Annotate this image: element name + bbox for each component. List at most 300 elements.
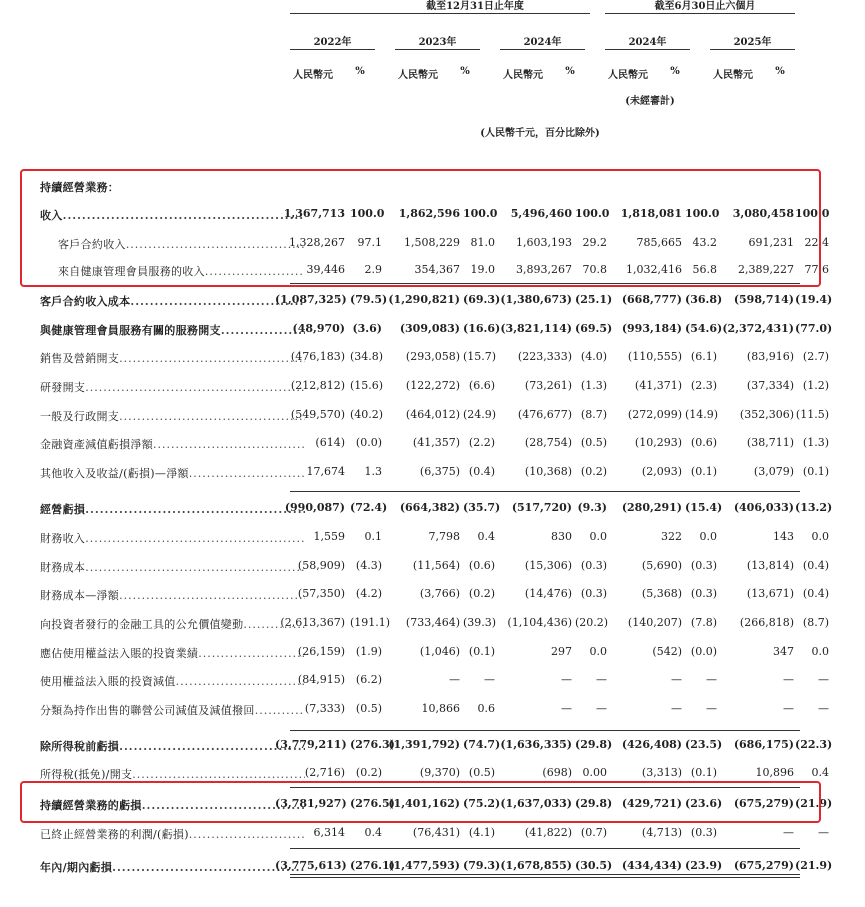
amount-cell: (41,357)	[412, 436, 460, 449]
percent-cell: (8.7)	[802, 616, 829, 629]
percent-cell: —	[706, 673, 717, 686]
amount-cell: 1,603,193	[516, 236, 572, 249]
rule-bottom-1	[290, 874, 800, 875]
percent-cell: (0.1)	[690, 465, 717, 478]
percent-cell: (35.7)	[463, 501, 501, 514]
amount-cell: 17,674	[306, 465, 345, 478]
percent-cell: —	[818, 673, 829, 686]
amount-cell: (140,207)	[627, 616, 682, 629]
row-selling-marketing	[30, 347, 829, 371]
percent-cell: (6.1)	[690, 350, 717, 363]
row-label: 經營虧損 .....	[40, 501, 305, 517]
unit-rmb-2022: 人民幣元	[293, 70, 333, 81]
amount-cell: (675,279)	[733, 797, 794, 810]
row-label: 財務成本 .....	[40, 559, 305, 575]
amount-cell: (10,293)	[634, 436, 682, 449]
percent-cell: 0.1	[364, 530, 382, 543]
row-label: 已終止經營業務的利潤/(虧損) .....	[40, 826, 305, 842]
percent-cell: 0.0	[589, 645, 607, 658]
percent-cell: 0.6	[477, 702, 495, 715]
amount-cell: (73,261)	[524, 379, 572, 392]
percent-cell: (1.3)	[802, 436, 829, 449]
percent-cell: (0.2)	[580, 465, 607, 478]
percent-cell: (19.4)	[795, 293, 833, 306]
amount-cell: 785,665	[636, 236, 682, 249]
row-label: 與健康管理會員服務有關的服務開支 .....	[40, 322, 305, 338]
amount-cell: (733,464)	[405, 616, 460, 629]
unit-rmb-2025-h1: 人民幣元	[713, 70, 753, 81]
percent-cell: (29.8)	[575, 797, 613, 810]
unit-pct-2024: %	[565, 66, 575, 77]
year-rule-2024	[500, 49, 585, 50]
amount-cell: (1,087,325)	[275, 293, 347, 306]
amount-cell: 297	[551, 645, 572, 658]
percent-cell: 77.6	[804, 263, 829, 276]
amount-cell: —	[561, 673, 572, 686]
amount-cell: (426,408)	[621, 738, 682, 751]
amount-cell: (434,434)	[621, 859, 682, 872]
amount-cell: 691,231	[748, 236, 794, 249]
row-label: 持續經營業務的虧損 .....	[40, 797, 305, 813]
row-fair-value-change	[30, 613, 829, 637]
unit-rmb-2024-h1: 人民幣元	[608, 70, 648, 81]
percent-cell: (21.9)	[795, 797, 833, 810]
percent-cell: (0.4)	[468, 465, 495, 478]
year-2024: 2024年	[523, 37, 562, 48]
year-2022: 2022年	[313, 37, 352, 48]
row-label: 來自健康管理會員服務的收入 .....	[58, 263, 305, 279]
percent-cell: —	[484, 673, 495, 686]
row-other-income	[30, 462, 829, 486]
unit-pct-2023: %	[460, 66, 470, 77]
percent-cell: 1.3	[364, 465, 382, 478]
percent-cell: (2.2)	[468, 436, 495, 449]
year-2025-h1: 2025年	[733, 37, 772, 48]
percent-cell: (20.2)	[575, 616, 609, 629]
amount-cell: (698)	[542, 766, 572, 779]
amount-cell: (212,812)	[290, 379, 345, 392]
percent-cell: 70.8	[582, 263, 607, 276]
amount-cell: (2,613,367)	[280, 616, 345, 629]
percent-cell: (0.6)	[468, 559, 495, 572]
percent-cell: (2.3)	[690, 379, 717, 392]
percent-cell: (16.6)	[463, 322, 501, 335]
row-general-admin	[30, 405, 829, 429]
amount-cell: (38,711)	[746, 436, 794, 449]
percent-cell: (4.0)	[580, 350, 607, 363]
row-label: 客戶合約收入成本 .....	[40, 293, 305, 309]
row-label: 財務成本—淨額 .....	[40, 587, 305, 603]
percent-cell: (21.9)	[795, 859, 833, 872]
amount-cell: (1,380,673)	[500, 293, 572, 306]
row-cost-of-contract-revenue	[30, 290, 833, 314]
year-2023: 2023年	[418, 37, 457, 48]
amount-cell: 143	[773, 530, 794, 543]
row-label: 財務收入 .....	[40, 530, 305, 546]
amount-cell: —	[783, 673, 794, 686]
row-label: 使用權益法入賬的投資減值 .....	[40, 673, 305, 689]
row-label: 向投資者發行的金融工具的公允價值變動 .....	[40, 616, 305, 632]
row-label: 應佔使用權益法入賬的投資業績 .....	[40, 645, 305, 661]
percent-cell: (0.3)	[690, 826, 717, 839]
percent-cell: (23.5)	[685, 738, 723, 751]
percent-cell: (0.1)	[690, 766, 717, 779]
percent-cell: (0.3)	[580, 587, 607, 600]
amount-cell: 2,389,227	[738, 263, 794, 276]
amount-cell: (10,368)	[524, 465, 572, 478]
percent-cell: (0.0)	[690, 645, 717, 658]
amount-cell: (3,313)	[641, 766, 682, 779]
amount-cell: (1,046)	[419, 645, 460, 658]
amount-cell: (15,306)	[524, 559, 572, 572]
row-label: 銷售及營銷開支 .....	[40, 350, 305, 366]
percent-cell: 0.0	[811, 645, 829, 658]
header-six-months-rule	[605, 13, 795, 14]
amount-cell: (272,099)	[627, 408, 682, 421]
amount-cell: (11,564)	[412, 559, 460, 572]
amount-cell: (990,087)	[284, 501, 345, 514]
row-finance-cost	[30, 556, 829, 580]
percent-cell: —	[818, 826, 829, 839]
percent-cell: 0.0	[811, 530, 829, 543]
row-label: 年內/期內虧損 .....	[40, 859, 305, 875]
percent-cell: (0.3)	[690, 587, 717, 600]
amount-cell: (13,671)	[746, 587, 794, 600]
amount-cell: 1,032,416	[626, 263, 682, 276]
amount-cell: (1,401,162)	[388, 797, 460, 810]
amount-cell: —	[671, 702, 682, 715]
percent-cell: (36.8)	[685, 293, 723, 306]
amount-cell: 1,818,081	[620, 207, 682, 220]
percent-cell: (0.1)	[468, 645, 495, 658]
amount-cell: (3,775,613)	[275, 859, 347, 872]
percent-cell: (15.4)	[685, 501, 723, 514]
percent-cell: (23.9)	[685, 859, 723, 872]
percent-cell: (39.3)	[463, 616, 497, 629]
amount-cell: (476,183)	[290, 350, 345, 363]
unit-note: (人民幣千元，百分比除外)	[480, 128, 600, 139]
percent-cell: (276.5)	[350, 797, 395, 810]
row-equity-method-impairment	[30, 670, 829, 694]
percent-cell: (4.2)	[355, 587, 382, 600]
percent-cell: —	[706, 702, 717, 715]
percent-cell: —	[818, 702, 829, 715]
amount-cell: (76,431)	[412, 826, 460, 839]
amount-cell: (14,476)	[524, 587, 572, 600]
amount-cell: (549,570)	[290, 408, 345, 421]
percent-cell: (6.2)	[355, 673, 382, 686]
amount-cell: (84,915)	[297, 673, 345, 686]
percent-cell: (4.3)	[355, 559, 382, 572]
amount-cell: (41,371)	[634, 379, 682, 392]
header-full-year: 截至12月31日止年度	[426, 1, 524, 12]
amount-cell: (83,916)	[746, 350, 794, 363]
row-label: 研發開支 .....	[40, 379, 305, 395]
row-pretax-loss	[30, 735, 833, 759]
row-held-for-sale-impairment	[30, 699, 829, 723]
amount-cell: (664,382)	[399, 501, 460, 514]
percent-cell: (6.6)	[468, 379, 495, 392]
percent-cell: (4.1)	[468, 826, 495, 839]
amount-cell: (675,279)	[733, 859, 794, 872]
percent-cell: (15.6)	[350, 379, 384, 392]
amount-cell: (223,333)	[517, 350, 572, 363]
percent-cell: —	[596, 673, 607, 686]
percent-cell: (0.7)	[580, 826, 607, 839]
amount-cell: 5,496,460	[510, 207, 572, 220]
row-impairment-financial-assets	[30, 433, 829, 457]
row-rnd	[30, 376, 829, 400]
percent-cell: (23.6)	[685, 797, 723, 810]
amount-cell: (110,555)	[627, 350, 682, 363]
amount-cell: 10,866	[421, 702, 460, 715]
amount-cell: (1,391,792)	[388, 738, 460, 751]
amount-cell: (1,636,335)	[500, 738, 572, 751]
row-label: 其他收入及收益/(虧損)—淨額 .....	[40, 465, 305, 481]
percent-cell: (276.1)	[350, 859, 395, 872]
amount-cell: (13,814)	[746, 559, 794, 572]
percent-cell: (77.0)	[795, 322, 833, 335]
amount-cell: 3,080,458	[732, 207, 794, 220]
percent-cell: 0.4	[811, 766, 829, 779]
row-label: 除所得稅前虧損 .....	[40, 738, 305, 754]
percent-cell: (24.9)	[463, 408, 497, 421]
amount-cell: (542)	[652, 645, 682, 658]
amount-cell: (517,720)	[511, 501, 572, 514]
percent-cell: 22.4	[804, 236, 829, 249]
amount-cell: (476,677)	[517, 408, 572, 421]
amount-cell: (37,334)	[746, 379, 794, 392]
amount-cell: —	[561, 702, 572, 715]
highlight-revenue-box	[20, 169, 821, 287]
percent-cell: (1.2)	[802, 379, 829, 392]
amount-cell: (464,012)	[405, 408, 460, 421]
percent-cell: (0.3)	[580, 559, 607, 572]
amount-cell: 1,559	[313, 530, 345, 543]
amount-cell: 1,862,596	[398, 207, 460, 220]
amount-cell: 347	[773, 645, 794, 658]
row-finance-income	[30, 527, 829, 551]
percent-cell: (0.2)	[468, 587, 495, 600]
unit-rmb-2024: 人民幣元	[503, 70, 543, 81]
amount-cell: (686,175)	[733, 738, 794, 751]
unit-pct-2022: %	[355, 66, 365, 77]
amount-cell: 10,896	[755, 766, 794, 779]
amount-cell: (2,716)	[304, 766, 345, 779]
percent-cell: 0.0	[589, 530, 607, 543]
amount-cell: 39,446	[306, 263, 345, 276]
amount-cell: 6,314	[313, 826, 345, 839]
percent-cell: (0.0)	[355, 436, 382, 449]
percent-cell: 43.2	[692, 236, 717, 249]
amount-cell: (3,821,114)	[500, 322, 572, 335]
amount-cell: 1,367,713	[283, 207, 345, 220]
amount-cell: 1,328,267	[289, 236, 345, 249]
percent-cell: (14.9)	[685, 408, 719, 421]
percent-cell: (79.5)	[350, 293, 388, 306]
amount-cell: (614)	[315, 436, 345, 449]
unit-pct-2024-h1: %	[670, 66, 680, 77]
percent-cell: (1.3)	[580, 379, 607, 392]
amount-cell: (668,777)	[621, 293, 682, 306]
row-label: 一般及行政開支 .....	[40, 408, 305, 424]
amount-cell: (598,714)	[733, 293, 794, 306]
percent-cell: (30.5)	[575, 859, 613, 872]
amount-cell: (57,350)	[297, 587, 345, 600]
percent-cell: (0.5)	[580, 436, 607, 449]
percent-cell: (15.7)	[463, 350, 497, 363]
percent-cell: 56.8	[692, 263, 717, 276]
unit-pct-2025-h1: %	[775, 66, 785, 77]
percent-cell: (0.5)	[468, 766, 495, 779]
percent-cell: 2.9	[364, 263, 382, 276]
amount-cell: (3,079)	[753, 465, 794, 478]
percent-cell: 0.00	[582, 766, 607, 779]
percent-cell: (8.7)	[580, 408, 607, 421]
percent-cell: (0.4)	[802, 559, 829, 572]
amount-cell: 354,367	[414, 263, 460, 276]
percent-cell: (72.4)	[350, 501, 388, 514]
amount-cell: —	[783, 702, 794, 715]
amount-cell: (993,184)	[621, 322, 682, 335]
amount-cell: (41,822)	[524, 826, 572, 839]
amount-cell: 1,508,229	[404, 236, 460, 249]
percent-cell: 0.4	[477, 530, 495, 543]
amount-cell: (5,690)	[641, 559, 682, 572]
rule-before-year-loss	[290, 848, 800, 849]
rule-before-continuing-loss	[290, 787, 800, 788]
percent-cell: 100.0	[685, 207, 720, 220]
percent-cell: 97.1	[357, 236, 382, 249]
amount-cell: (7,333)	[304, 702, 345, 715]
amount-cell: (1,290,821)	[388, 293, 460, 306]
rule-bottom-2	[290, 877, 800, 878]
amount-cell: (406,033)	[733, 501, 794, 514]
row-label: 持續經營業務：	[40, 181, 120, 194]
amount-cell: (429,721)	[621, 797, 682, 810]
percent-cell: (0.4)	[802, 587, 829, 600]
percent-cell: 100.0	[795, 207, 830, 220]
year-rule-2023	[395, 49, 480, 50]
amount-cell: 7,798	[428, 530, 460, 543]
amount-cell: (3,779,211)	[275, 738, 347, 751]
row-label: 分類為持作出售的聯營公司減值及減值撥回 .....	[40, 702, 305, 718]
row-membership-service-expenses	[30, 319, 833, 343]
amount-cell: (4,713)	[641, 826, 682, 839]
amount-cell: (266,818)	[739, 616, 794, 629]
percent-cell: (1.9)	[355, 645, 382, 658]
amount-cell: (1,678,855)	[500, 859, 572, 872]
percent-cell: (75.2)	[463, 797, 501, 810]
percent-cell: 81.0	[470, 236, 495, 249]
percent-cell: 100.0	[463, 207, 498, 220]
amount-cell: 3,893,267	[516, 263, 572, 276]
amount-cell: (280,291)	[621, 501, 682, 514]
amount-cell: (5,368)	[641, 587, 682, 600]
row-label: 金融資產減值虧損淨額 .....	[40, 436, 305, 452]
percent-cell: (69.3)	[463, 293, 501, 306]
percent-cell: (34.8)	[350, 350, 384, 363]
amount-cell: (122,272)	[405, 379, 460, 392]
rule-under-revenue	[290, 283, 800, 284]
amount-cell: (1,637,033)	[500, 797, 572, 810]
percent-cell: (9.3)	[577, 501, 607, 514]
amount-cell: (1,104,436)	[507, 616, 572, 629]
row-finance-cost-net	[30, 584, 829, 608]
percent-cell: 100.0	[350, 207, 385, 220]
row-operating-loss	[30, 498, 833, 522]
unaudited-note: (未經審計)	[625, 96, 675, 107]
year-rule-2022	[290, 49, 375, 50]
percent-cell: (3.6)	[352, 322, 382, 335]
percent-cell: (40.2)	[350, 408, 384, 421]
amount-cell: (2,372,431)	[722, 322, 794, 335]
amount-cell: (1,477,593)	[388, 859, 460, 872]
amount-cell: —	[449, 673, 460, 686]
header-six-months: 截至6月30日止六個月	[654, 1, 756, 12]
percent-cell: (191.1)	[350, 616, 391, 629]
year-2024-h1: 2024年	[628, 37, 667, 48]
percent-cell: (0.6)	[690, 436, 717, 449]
header-full-year-rule	[290, 13, 590, 14]
amount-cell: (293,058)	[405, 350, 460, 363]
amount-cell: (26,159)	[297, 645, 345, 658]
row-discontinued-ops	[30, 823, 829, 847]
amount-cell: (352,306)	[739, 408, 794, 421]
unit-rmb-2023: 人民幣元	[398, 70, 438, 81]
percent-cell: (22.3)	[795, 738, 833, 751]
percent-cell: (13.2)	[795, 501, 833, 514]
amount-cell: (3,766)	[419, 587, 460, 600]
percent-cell: 0.0	[699, 530, 717, 543]
percent-cell: (0.2)	[355, 766, 382, 779]
percent-cell: (79.3)	[463, 859, 501, 872]
amount-cell: (3,781,927)	[275, 797, 347, 810]
rule-before-pretax-loss	[290, 730, 800, 731]
percent-cell: 29.2	[582, 236, 607, 249]
percent-cell: 100.0	[575, 207, 610, 220]
amount-cell: 830	[551, 530, 572, 543]
percent-cell: (69.5)	[575, 322, 613, 335]
percent-cell: (29.8)	[575, 738, 613, 751]
amount-cell: (58,909)	[297, 559, 345, 572]
amount-cell: (2,093)	[641, 465, 682, 478]
percent-cell: 0.4	[364, 826, 382, 839]
amount-cell: (9,370)	[419, 766, 460, 779]
amount-cell: —	[783, 826, 794, 839]
amount-cell: (6,375)	[419, 465, 460, 478]
percent-cell: (25.1)	[575, 293, 613, 306]
percent-cell: (74.7)	[463, 738, 501, 751]
row-label: 所得稅(抵免)/開支 .....	[40, 766, 305, 782]
amount-cell: (28,754)	[524, 436, 572, 449]
percent-cell: (0.3)	[690, 559, 717, 572]
row-label: 客戶合約收入 .....	[58, 236, 305, 252]
percent-cell: (54.6)	[685, 322, 723, 335]
amount-cell: —	[671, 673, 682, 686]
percent-cell: (7.8)	[690, 616, 717, 629]
percent-cell: (0.5)	[355, 702, 382, 715]
year-rule-2024-h1	[605, 49, 690, 50]
rule-before-operating-loss	[290, 491, 800, 492]
amount-cell: 322	[661, 530, 682, 543]
percent-cell: —	[596, 702, 607, 715]
percent-cell: (11.5)	[795, 408, 829, 421]
row-label: 收入 .....	[40, 207, 305, 223]
row-equity-method-results	[30, 642, 829, 666]
amount-cell: (48,970)	[292, 322, 345, 335]
amount-cell: (309,083)	[399, 322, 460, 335]
